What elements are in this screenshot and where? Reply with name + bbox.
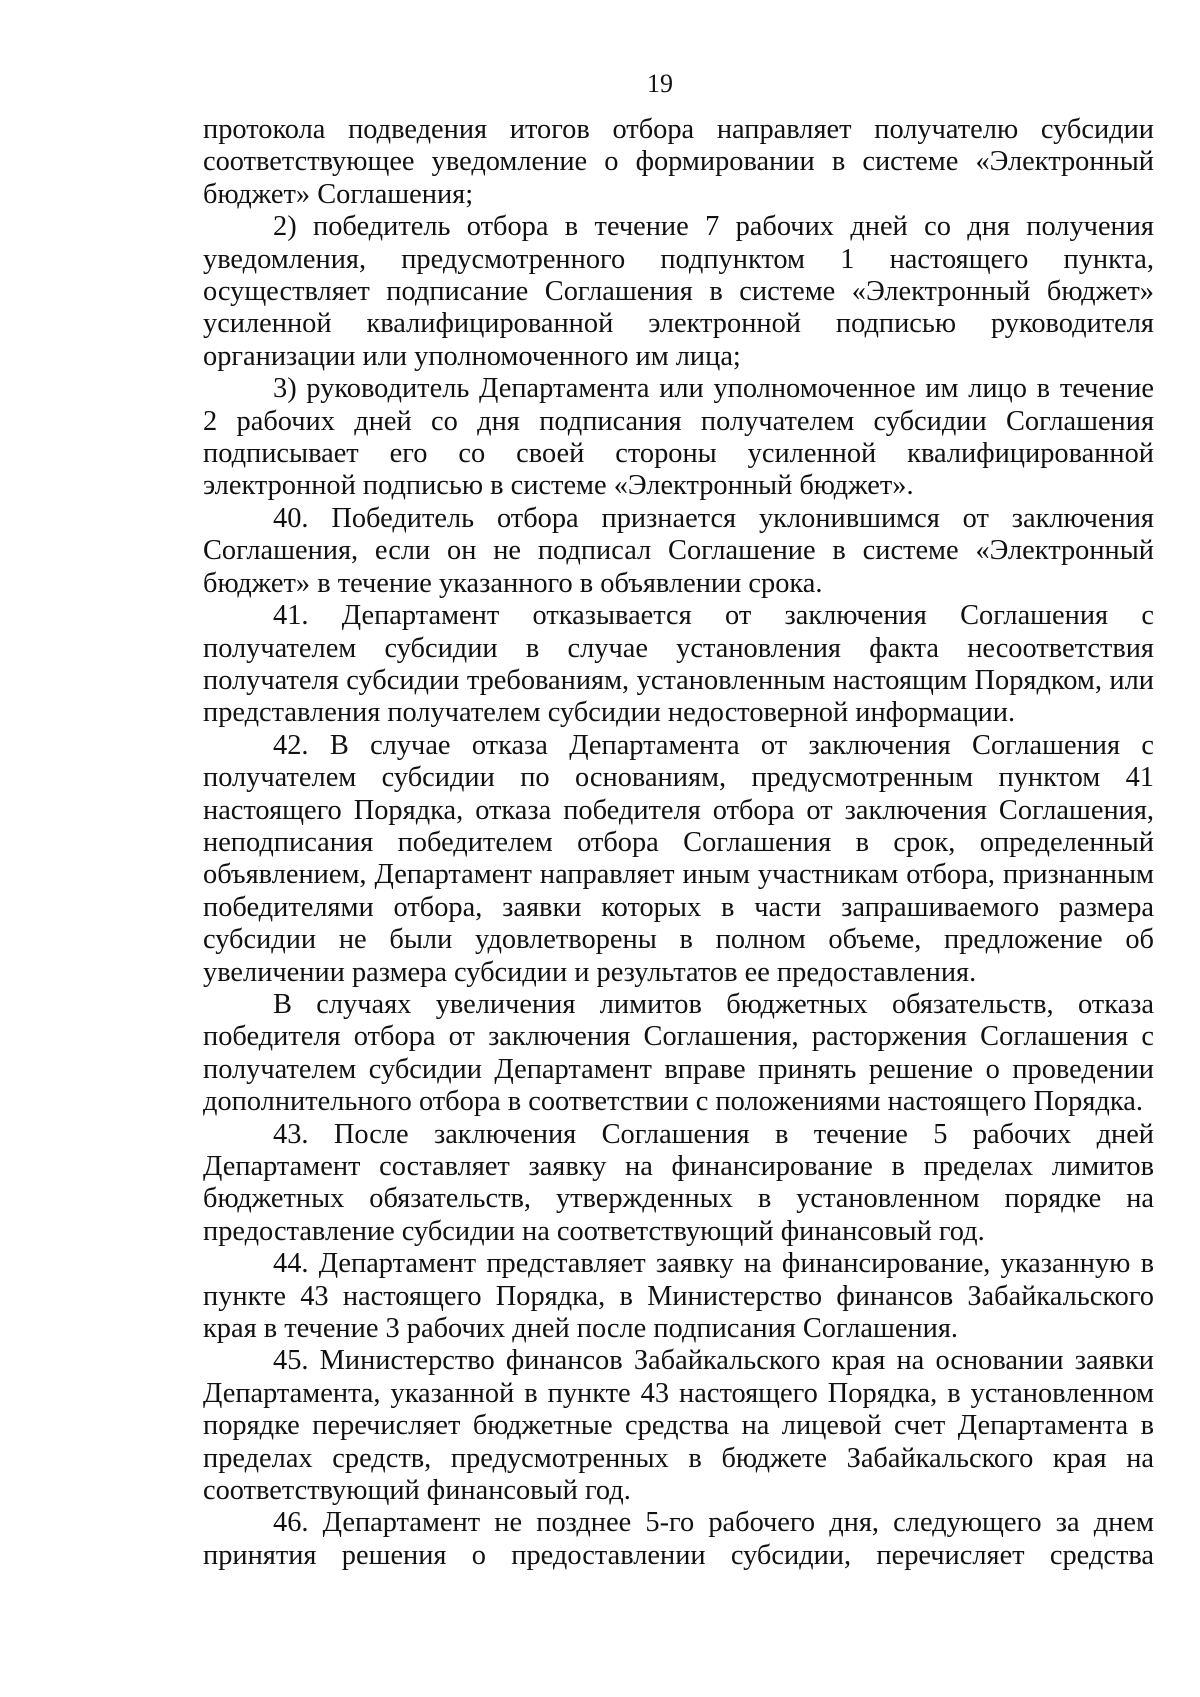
paragraph-44: 44. Департамент представляет заявку на финансирование, указанную в пункте 43 настоящего Порядка, в Министерство финансов Забайкальского края в течение 3 рабочих дней после подписания Соглашения. [203, 1248, 1154, 1345]
paragraph-42-continuation: В случаях увеличения лимитов бюджетных обязательств, отказа победителя отбора от заключения Соглашения, расторжения Соглашения с получателем субсидии Департамент вправе принять решение о проведении дополнительного отбора в соответствии с положениями настоящего Порядка. [203, 988, 1154, 1118]
paragraph-subitem-3: 3) руководитель Департамента или уполномоченное им лицо в течение 2 рабочих дней со дня подписания получателем субсидии Соглашения подписывает его со своей стороны усиленной квалифицированной электронной подписью в системе «Электронный бюджет». [203, 373, 1154, 502]
paragraph-40: 40. Победитель отбора признается уклонившимся от заключения Соглашения, если он не подписал Соглашение в системе «Электронный бюджет» в течение указанного в объявлении срока. [203, 502, 1154, 599]
paragraph-subitem-2: 2) победитель отбора в течение 7 рабочих дней со дня получения уведомления, предусмотренного подпунктом 1 настоящего пункта, осуществляет подписание Соглашения в системе «Электронный бюджет» усиленной квалифицированной электронной подписью руководителя организации или уполномоченного им лица; [203, 211, 1154, 372]
page-number: 19 [647, 69, 673, 98]
paragraph-41: 41. Департамент отказывается от заключения Соглашения с получателем субсидии в случае установления факта несоответствия получателя субсидии требованиям, установленным настоящим Порядком, или представления получателем субсидии недостоверной информации. [203, 600, 1154, 729]
paragraph-43: 43. После заключения Соглашения в течение 5 рабочих дней Департамент составляет заявку на финансирование в пределах лимитов бюджетных обязательств, утвержденных в установленном порядке на предоставление субсидии на соответствующий финансовый год. [203, 1118, 1154, 1247]
paragraph-42: 42. В случае отказа Департамента от заключения Соглашения с получателем субсидии по основаниям, предусмотренным пунктом 41 настоящего Порядка, отказа победителя отбора от заключения Соглашения, неподписания победителем отбора Соглашения в срок, определенный объявлением, Департамент направляет иным участникам отбора, признанным победителями отбора, заявки которых в части запрашиваемого размера субсидии не были удовлетворены в полном объеме, предложение об увеличении размера субсидии и результатов ее предоставления. [203, 729, 1154, 988]
paragraph-46: 46. Департамент не позднее 5-го рабочего дня, следующего за днем принятия решения о предоставлении субсидии, перечисляет средства [203, 1507, 1154, 1571]
document-body [203, 114, 1154, 1572]
paragraph-continuation: протокола подведения итогов отбора направляет получателю субсидии соответствующее уведомление о формировании в системе «Электронный бюджет» Соглашения; [203, 114, 1154, 210]
paragraph-45: 45. Министерство финансов Забайкальского края на основании заявки Департамента, указанной в пункте 43 настоящего Порядка, в установленном порядке перечисляет бюджетные средства на лицевой счет Департамента в пределах средств, предусмотренных в бюджете Забайкальского края на соответствующий финансовый год. [203, 1345, 1154, 1507]
